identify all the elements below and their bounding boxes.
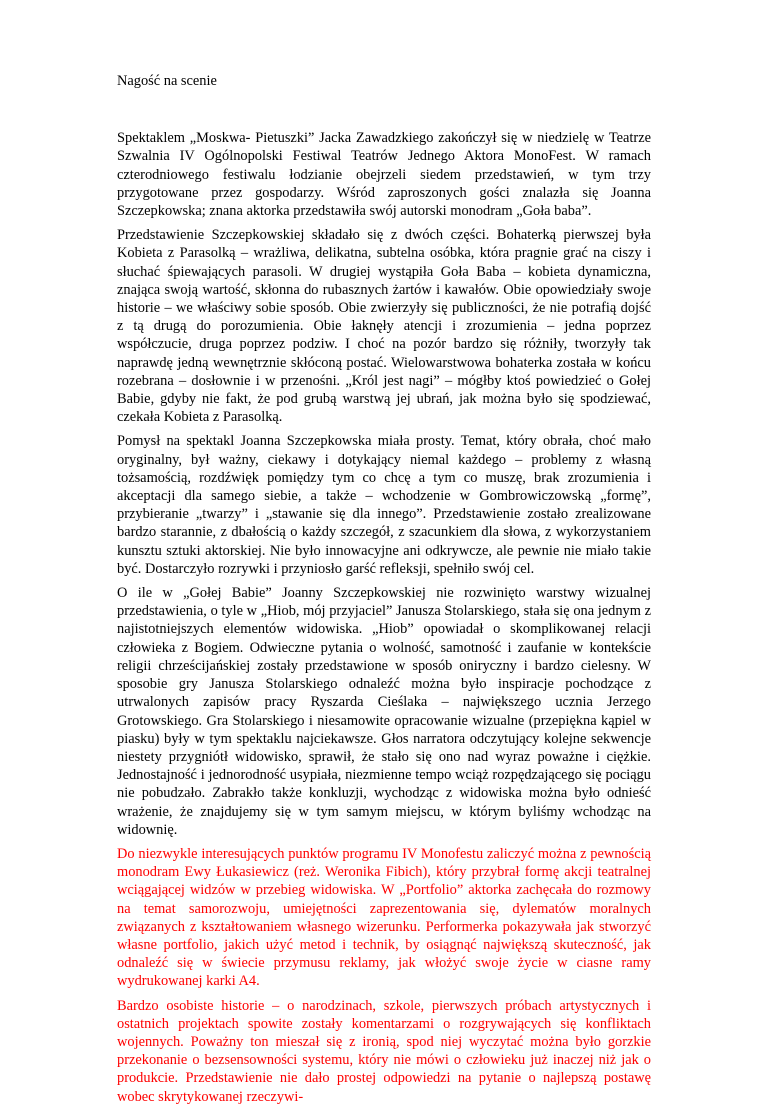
document-page (117, 64, 651, 1112)
paragraph-5: Do niezwykle interesujących punktów programu IV Monofestu zaliczyć można z pewnością monodram Ewy Łukasiewicz (reż. Weronika Fibich), który przybrał formę akcji teatralnej wciągającej widzów w przebieg widowiska. W „Portfolio” aktorka zachęcała do rozmowy na temat samorozwoju, umiejętności zaprezentowania się, dylematów moralnych związanych z kształtowaniem własnego wizerunku. Performerka pokazywała jak stworzyć własne portfolio, jakich użyć metod i technik, by osiągnąć największą skuteczność, jak odnaleźć się w świecie przymusu reklamy, jak włożyć swoje życie w ciasne ramy wydrukowanej karki A4. (117, 845, 651, 990)
paragraph-6: Bardzo osobiste historie – o narodzinach, szkole, pierwszych próbach artystycznych i ostatnich projektach spowite zostały komentarzami o rozgrywających się konfliktach wojennych. Poważny ton mieszał się z ironią, spod niej wyczytać można było gorzkie przekonanie o bezsensowności systemu, który nie mówi o człowieku już inaczej niż jak o produkcie. Przedstawienie nie dało prostej odpowiedzi na pytanie o najlepszą postawę wobec skrytykowanej rzeczywi- (117, 997, 651, 1105)
paragraph-4: O ile w „Gołej Babie” Joanny Szczepkowskiej nie rozwinięto warstwy wizualnej przedstawienia, o tyle w „Hiob, mój przyjaciel” Janusza Stolarskiego, stała się ona jednym z najistotniejszych elementów widowiska. „Hiob” opowiadał o skomplikowanej relacji człowieka z Bogiem. Odwieczne pytania o wolność, samotność i zaufanie w kontekście religii chrześcijańskiej zostały przedstawione w sposób oniryczny i bardzo cielesny. W sposobie gry Janusza Stolarskiego odnaleźć można było inspiracje pochodzące z utrwalonych zapisów pracy Ryszarda Cieślaka – największego ucznia Jerzego Grotowskiego. Gra Stolarskiego i niesamowite opracowanie wizualne (przepiękna kąpiel w piasku) były w tym spektaklu najciekawsze. Głos narratora odczytujący kolejne sekwencje niestety przygniótł widowisko, sprawił, że stało się ono nad wyraz poważne i ciężkie. Jednostajność i jednorodność usypiała, niezmienne tempo wciąż rozpędzającego się pociągu nie pobudzało. Zabrakło także konkluzji, wychodząc z widowiska można było odnieść wrażenie, że znajdujemy się w tym samym miejscu, w którym byliśmy wchodząc na widownię. (117, 585, 651, 838)
document-title: Nagość na scenie (117, 73, 217, 89)
paragraph-3: Pomysł na spektakl Joanna Szczepkowska miała prosty. Temat, który obrała, choć mało oryginalny, był ważny, ciekawy i dotykający niemal każdego – problemy z własną tożsamością, rozdźwięk pomiędzy tym co chcę a tym co muszę, brak zrozumienia i akceptacji dla samego siebie, a także – wchodzenie w Gombrowiczowską „formę”, przybieranie „twarzy” i „stawanie się dla innego”. Przedstawienie zostało zrealizowane bardzo starannie, z dbałością o każdy szczegół, z szacunkiem dla słowa, z wykorzystaniem kunsztu sztuki aktorskiej. Nie było innowacyjne ani odkrywcze, ale pewnie nie miało takie być. Dostarczyło rozrywki i przyniosło garść refleksji, spełniło swój cel. (117, 433, 651, 577)
paragraph-2: Przedstawienie Szczepkowskiej składało się z dwóch części. Bohaterką pierwszej była Kobieta z Parasolką – wrażliwa, delikatna, subtelna osóbka, która pragnie grać na ciszy i słuchać śpiewających parasoli. W drugiej wystąpiła Goła Baba – kobieta dynamiczna, znająca swoją wartość, skłonna do rubasznych żartów i kawałów. Obie opowiedziały swoje historie – we właściwy sobie sposób. Obie zwierzyły się publiczności, że nie potrafią dojść z tą drugą do porozumienia. Obie łaknęły atencji i zrozumienia – jedna poprzez współczucie, druga poprzez podziw. I choć na pozór bardzo się różniły, tworzyły tak naprawdę jedną wewnętrznie skłóconą postać. Wielowarstwowa bohaterka została w końcu rozebrana – dosłownie i w przenośni. „Król jest nagi” – mógłby ktoś powiedzieć o Gołej Babie, gdyby nie fakt, że pod grubą warstwą jej ubrań, jak można było się spodziewać, czekała Kobieta z Parasolką. (117, 227, 651, 426)
paragraph-1: Spektaklem „Moskwa- Pietuszki” Jacka Zawadzkiego zakończył się w niedzielę w Teatrze Szwalnia IV Ogólnopolski Festiwal Teatrów Jednego Aktora MonoFest. W ramach czterodniowego festiwalu łodzianie obejrzeli siedem przedstawień, w tym trzy przygotowane przez gospodarzy. Wśród zaproszonych gości znalazła się Joanna Szczepkowska; znana aktorka przedstawiła swój autorski monodram „Goła baba”. (117, 130, 651, 220)
